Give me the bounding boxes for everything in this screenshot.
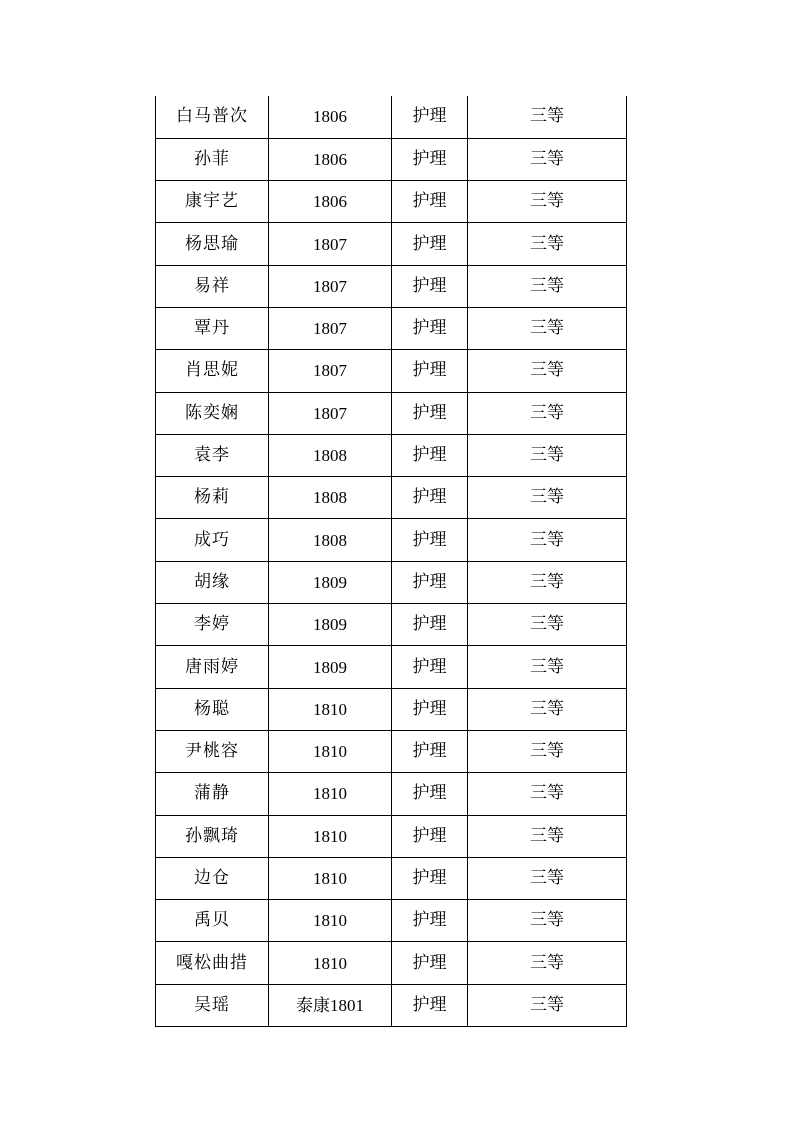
class-cell: 1810 [269,688,392,730]
award-grade-cell: 三等 [468,561,627,603]
table-row [156,181,627,223]
award-grade-cell: 三等 [468,730,627,772]
student-name-cell: 唐雨婷 [156,646,269,688]
student-name-cell: 孙菲 [156,138,269,180]
major-cell: 护理 [392,984,468,1026]
table-row [156,434,627,476]
table-row [156,815,627,857]
award-grade-cell: 三等 [468,307,627,349]
student-name-cell: 杨思瑜 [156,223,269,265]
class-cell: 1807 [269,223,392,265]
student-name-cell: 康宇艺 [156,181,269,223]
major-cell: 护理 [392,815,468,857]
class-cell: 1810 [269,857,392,899]
major-cell: 护理 [392,688,468,730]
class-cell: 1810 [269,730,392,772]
award-grade-cell: 三等 [468,477,627,519]
student-name-cell: 陈奕娴 [156,392,269,434]
student-name-cell: 禹贝 [156,900,269,942]
class-cell: 1807 [269,392,392,434]
major-cell: 护理 [392,223,468,265]
class-cell: 1807 [269,350,392,392]
student-name-cell: 蒲静 [156,773,269,815]
award-grade-cell: 三等 [468,646,627,688]
table-row [156,477,627,519]
table-row [156,942,627,984]
major-cell: 护理 [392,942,468,984]
award-grade-cell: 三等 [468,942,627,984]
award-grade-cell: 三等 [468,350,627,392]
major-cell: 护理 [392,307,468,349]
table-row [156,773,627,815]
table-row [156,138,627,180]
major-cell: 护理 [392,477,468,519]
student-name-cell: 尹桃容 [156,730,269,772]
major-cell: 护理 [392,561,468,603]
major-cell: 护理 [392,857,468,899]
table-row [156,350,627,392]
class-cell: 1806 [269,96,392,138]
major-cell: 护理 [392,646,468,688]
table-row [156,646,627,688]
major-cell: 护理 [392,730,468,772]
student-name-cell: 袁李 [156,434,269,476]
student-name-cell: 易祥 [156,265,269,307]
major-cell: 护理 [392,604,468,646]
student-name-cell: 李婷 [156,604,269,646]
student-name-cell: 杨莉 [156,477,269,519]
major-cell: 护理 [392,519,468,561]
award-grade-cell: 三等 [468,815,627,857]
class-cell: 1806 [269,138,392,180]
table-row [156,307,627,349]
student-name-cell: 杨聪 [156,688,269,730]
class-cell: 1808 [269,519,392,561]
award-grade-cell: 三等 [468,181,627,223]
class-cell: 1807 [269,307,392,349]
award-grade-cell: 三等 [468,223,627,265]
major-cell: 护理 [392,900,468,942]
award-grade-cell: 三等 [468,434,627,476]
class-cell: 1810 [269,900,392,942]
award-grade-cell: 三等 [468,392,627,434]
student-name-cell: 孙飘琦 [156,815,269,857]
award-grade-cell: 三等 [468,265,627,307]
award-grade-cell: 三等 [468,900,627,942]
class-cell: 1808 [269,477,392,519]
major-cell: 护理 [392,96,468,138]
roster-table-body [156,96,627,1027]
table-row [156,96,627,138]
award-grade-cell: 三等 [468,984,627,1026]
class-cell: 1809 [269,604,392,646]
award-grade-cell: 三等 [468,604,627,646]
class-cell: 1810 [269,773,392,815]
student-name-cell: 边仓 [156,857,269,899]
student-name-cell: 胡缘 [156,561,269,603]
table-row [156,688,627,730]
class-cell: 泰康1801 [269,984,392,1026]
class-cell: 1810 [269,942,392,984]
student-name-cell: 嘎松曲措 [156,942,269,984]
student-name-cell: 白马普次 [156,96,269,138]
award-grade-cell: 三等 [468,138,627,180]
class-cell: 1809 [269,646,392,688]
award-grade-cell: 三等 [468,857,627,899]
major-cell: 护理 [392,392,468,434]
award-grade-cell: 三等 [468,519,627,561]
table-row [156,730,627,772]
award-grade-cell: 三等 [468,688,627,730]
table-row [156,984,627,1026]
table-row [156,392,627,434]
award-grade-cell: 三等 [468,96,627,138]
major-cell: 护理 [392,265,468,307]
table-row [156,857,627,899]
class-cell: 1809 [269,561,392,603]
class-cell: 1810 [269,815,392,857]
major-cell: 护理 [392,350,468,392]
student-name-cell: 覃丹 [156,307,269,349]
table-row [156,519,627,561]
student-name-cell: 肖思妮 [156,350,269,392]
major-cell: 护理 [392,181,468,223]
major-cell: 护理 [392,138,468,180]
table-row [156,900,627,942]
award-grade-cell: 三等 [468,773,627,815]
class-cell: 1806 [269,181,392,223]
table-row [156,265,627,307]
student-name-cell: 吴瑶 [156,984,269,1026]
table-row [156,561,627,603]
class-cell: 1808 [269,434,392,476]
table-row [156,604,627,646]
table-row [156,223,627,265]
major-cell: 护理 [392,773,468,815]
major-cell: 护理 [392,434,468,476]
class-cell: 1807 [269,265,392,307]
award-roster-table [155,96,627,1027]
student-name-cell: 成巧 [156,519,269,561]
